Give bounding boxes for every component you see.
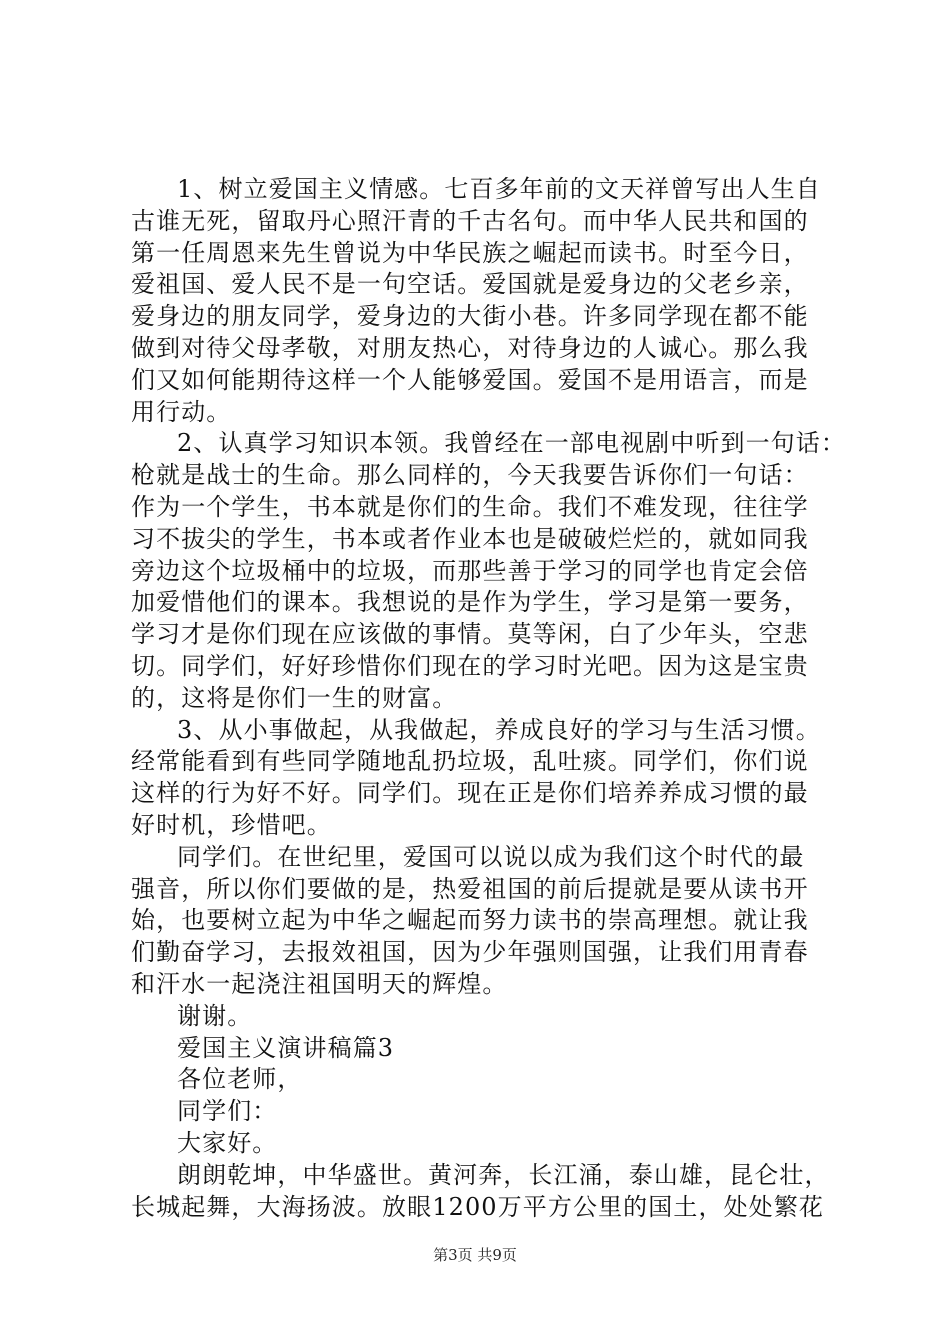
page-footer: 第3页 共9页 (433, 1246, 517, 1264)
text-line: 切。同学们，好好珍惜你们现在的学习时光吧。因为这是宝贵 (131, 651, 809, 680)
text-line: 爱祖国、爱人民不是一句空话。爱国就是爱身边的父老乡亲， (131, 270, 809, 299)
text-line: 朗朗乾坤，中华盛世。黄河奔，长江涌，泰山雄，昆仑壮， (177, 1160, 830, 1189)
text-line: 爱身边的朋友同学，爱身边的大街小巷。许多同学现在都不能 (131, 302, 809, 331)
text-line: 大家好。 (177, 1128, 278, 1157)
text-line: 3、从小事做起，从我做起，养成良好的学习与生活习惯。 (177, 715, 821, 744)
text-line: 习不拔尖的学生，书本或者作业本也是破破烂烂的，就如同我 (131, 524, 809, 553)
text-line: 经常能看到有些同学随地乱扔垃圾，乱吐痰。同学们，你们说 (131, 747, 809, 776)
text-line: 和汗水一起浇注祖国明天的辉煌。 (131, 969, 508, 998)
text-line: 长城起舞，大海扬波。放眼1200万平方公里的国土，处处繁花 (131, 1192, 824, 1221)
document-body (131, 174, 846, 1223)
text-line: 爱国主义演讲稿篇3 (177, 1033, 395, 1062)
text-line: 强音，所以你们要做的是，热爱祖国的前后提就是要从读书开 (131, 874, 809, 903)
text-line: 学习才是你们现在应该做的事情。莫等闲，白了少年头，空悲 (131, 620, 809, 649)
text-line: 的，这将是你们一生的财富。 (131, 683, 458, 712)
text-line: 各位老师， (177, 1065, 303, 1094)
text-line: 同学们： (177, 1097, 278, 1126)
text-line: 作为一个学生，书本就是你们的生命。我们不难发现，往往学 (131, 492, 809, 521)
text-line: 加爱惜他们的课本。我想说的是作为学生，学习是第一要务， (131, 588, 809, 617)
text-line: 第一任周恩来先生曾说为中华民族之崛起而读书。时至今日， (131, 238, 809, 267)
text-line: 枪就是战士的生命。那么同样的，今天我要告诉你们一句话： (131, 461, 809, 490)
text-line: 用行动。 (131, 397, 232, 426)
text-line: 始，也要树立起为中华之崛起而努力读书的崇高理想。就让我 (131, 906, 809, 935)
text-line: 2、认真学习知识本领。我曾经在一部电视剧中听到一句话： (177, 429, 846, 458)
text-line: 做到对待父母孝敬，对朋友热心，对待身边的人诚心。那么我 (131, 333, 809, 362)
text-line: 1、树立爱国主义情感。七百多年前的文天祥曾写出人生自 (177, 175, 821, 203)
text-line: 古谁无死，留取丹心照汗青的千古名句。而中华人民共和国的 (131, 206, 809, 235)
text-line: 旁边这个垃圾桶中的垃圾，而那些善于学习的同学也肯定会倍 (131, 556, 809, 585)
text-line: 好时机，珍惜吧。 (131, 810, 332, 839)
text-line: 同学们。在世纪里，爱国可以说以成为我们这个时代的最 (177, 842, 805, 871)
text-line: 这样的行为好不好。同学们。现在正是你们培养养成习惯的最 (131, 779, 809, 808)
text-line: 们又如何能期待这样一个人能够爱国。爱国不是用语言，而是 (131, 365, 809, 394)
text-line: 们勤奋学习，去报效祖国，因为少年强则国强，让我们用青春 (131, 938, 809, 967)
text-line: 谢谢。 (177, 1001, 253, 1030)
